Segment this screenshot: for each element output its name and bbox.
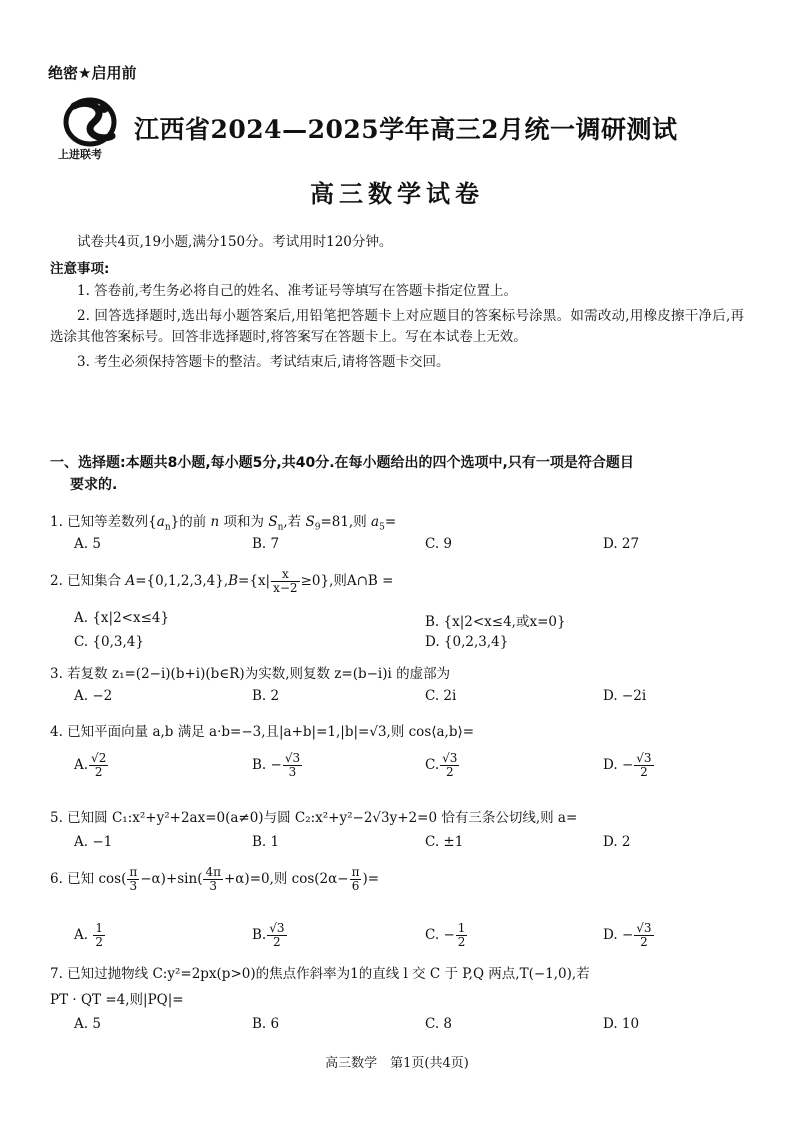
question-2-stem: 2. 已知集合 A={0,1,2,3,4},B={x| $\frac{x}{x-2}$ ≥0},则A∩B = xyxy=(50,567,394,595)
question-7-option-d: D. 10 xyxy=(603,1016,640,1032)
section-heading xyxy=(50,452,744,496)
section-heading-line: 一、选择题:本题共8小题,每小题5分,共40分.在每小题给出的四个选项中,只有一项是符合题目 xyxy=(50,455,634,471)
question-3-option-a: A. −2 xyxy=(74,688,113,704)
question-1-option-b: B. 7 xyxy=(252,536,280,552)
question-7-option-c: C. 8 xyxy=(425,1016,453,1032)
question-1-option-c: C. 9 xyxy=(425,536,453,552)
paper-title: 高三数学试卷 xyxy=(310,180,484,208)
fraction: $\frac{x}{x-2}$ xyxy=(273,567,298,595)
question-4-option-d: D. − $\frac{√3}{2}$ xyxy=(603,751,652,779)
logo-label: 上进联考 xyxy=(58,148,102,161)
question-7-stem-line-1: 7. 已知过抛物线 C:y²=2px(p>0)的焦点作斜率为1的直线 l 交 C 于 P,Q 两点,T(−1,0),若 xyxy=(50,966,590,982)
question-6-option-a: A. $\frac{1}{2}$ xyxy=(74,921,103,949)
question-3-stem: 3. 若复数 z₁=(2−i)(b+i)(b∈R)为实数,则复数 z=(b−i)i 的虚部为 xyxy=(50,666,451,682)
note-item: 2. 回答选择题时,选出每小题答案后,用铅笔把答题卡上对应题目的答案标号涂黑。如需改动,用橡皮擦干净后,再选涂其他答案标号。回答非选择题时,将答案写在答题卡上。写在本试卷上无效。 xyxy=(50,308,744,345)
note-item: 1. 答卷前,考生务必将自己的姓名、准考证号等填写在答题卡指定位置上。 xyxy=(77,283,517,299)
question-6-option-b: B. $\frac{√3}{2}$ xyxy=(252,921,285,949)
question-2-option-b: B. {x|2<x≤4,或x=0} xyxy=(425,614,566,630)
question-5-option-c: C. ±1 xyxy=(425,834,464,850)
notes-heading: 注意事项: xyxy=(50,261,110,277)
question-6-option-c: C. − $\frac{1}{2}$ xyxy=(425,921,466,949)
question-5-option-d: D. 2 xyxy=(603,834,631,850)
question-6-stem: 6. 已知 cos( $\frac{\pi}{3}$ −α)+sin( $\frac{4\pi}{3}$ +α)=0,则 cos(2α− $\frac{\pi}{6}$ )= xyxy=(50,865,380,893)
question-5-option-b: B. 1 xyxy=(252,834,280,850)
instructions-block xyxy=(50,232,744,373)
question-1-option-d: D. 27 xyxy=(603,536,640,552)
question-2-option-d: D. {0,2,3,4} xyxy=(425,634,509,650)
section-heading-line: 要求的. xyxy=(70,477,118,493)
question-7-stem-line-2: PT · QT =4,则|PQ|= xyxy=(50,992,184,1008)
question-6-option-d: D. − $\frac{√3}{2}$ xyxy=(603,921,652,949)
question-4-stem: 4. 已知平面向量 a,b 满足 a·b=−3,且|a+b|=1,|b|=√3,则 cos⟨a,b⟩= xyxy=(50,724,475,740)
question-4-option-a: A. $\frac{√2}{2}$ xyxy=(74,751,107,779)
question-1-stem: 1. 已知等差数列$\{a_n\}$的前 n 项和为 $S_n$,若 $S_9=81$,则 $a_5=$ xyxy=(50,514,397,533)
exam-intro: 试卷共4页,19小题,满分150分。考试用时120分钟。 xyxy=(77,234,393,250)
question-2-option-c: C. {0,3,4} xyxy=(74,634,144,650)
question-4-option-b: B. − $\frac{√3}{3}$ xyxy=(252,751,301,779)
question-3-option-b: B. 2 xyxy=(252,688,280,704)
question-1-option-a: A. 5 xyxy=(74,536,101,552)
question-3-option-d: D. −2i xyxy=(603,688,647,704)
note-item: 3. 考生必须保持答题卡的整洁。考试结束后,请将答题卡交回。 xyxy=(77,354,450,370)
question-2-option-a: A. {x|2<x≤4} xyxy=(74,610,170,626)
question-7-option-b: B. 6 xyxy=(252,1016,280,1032)
confidential-mark: 绝密★启用前 xyxy=(48,64,137,82)
question-4-option-c: C. $\frac{√3}{2}$ xyxy=(425,751,458,779)
question-5-stem: 5. 已知圆 C₁:x²+y²+2ax=0(a≠0)与圆 C₂:x²+y²−2√3y+2=0 恰有三条公切线,则 a= xyxy=(50,810,578,826)
question-5-option-a: A. −1 xyxy=(74,834,113,850)
question-7-option-a: A. 5 xyxy=(74,1016,101,1032)
exam-title: 江西省2024—2025学年高三2月统一调研测试 xyxy=(134,115,678,144)
page-footer: 高三数学 第1页(共4页) xyxy=(325,1056,469,1071)
question-3-option-c: C. 2i xyxy=(425,688,457,704)
